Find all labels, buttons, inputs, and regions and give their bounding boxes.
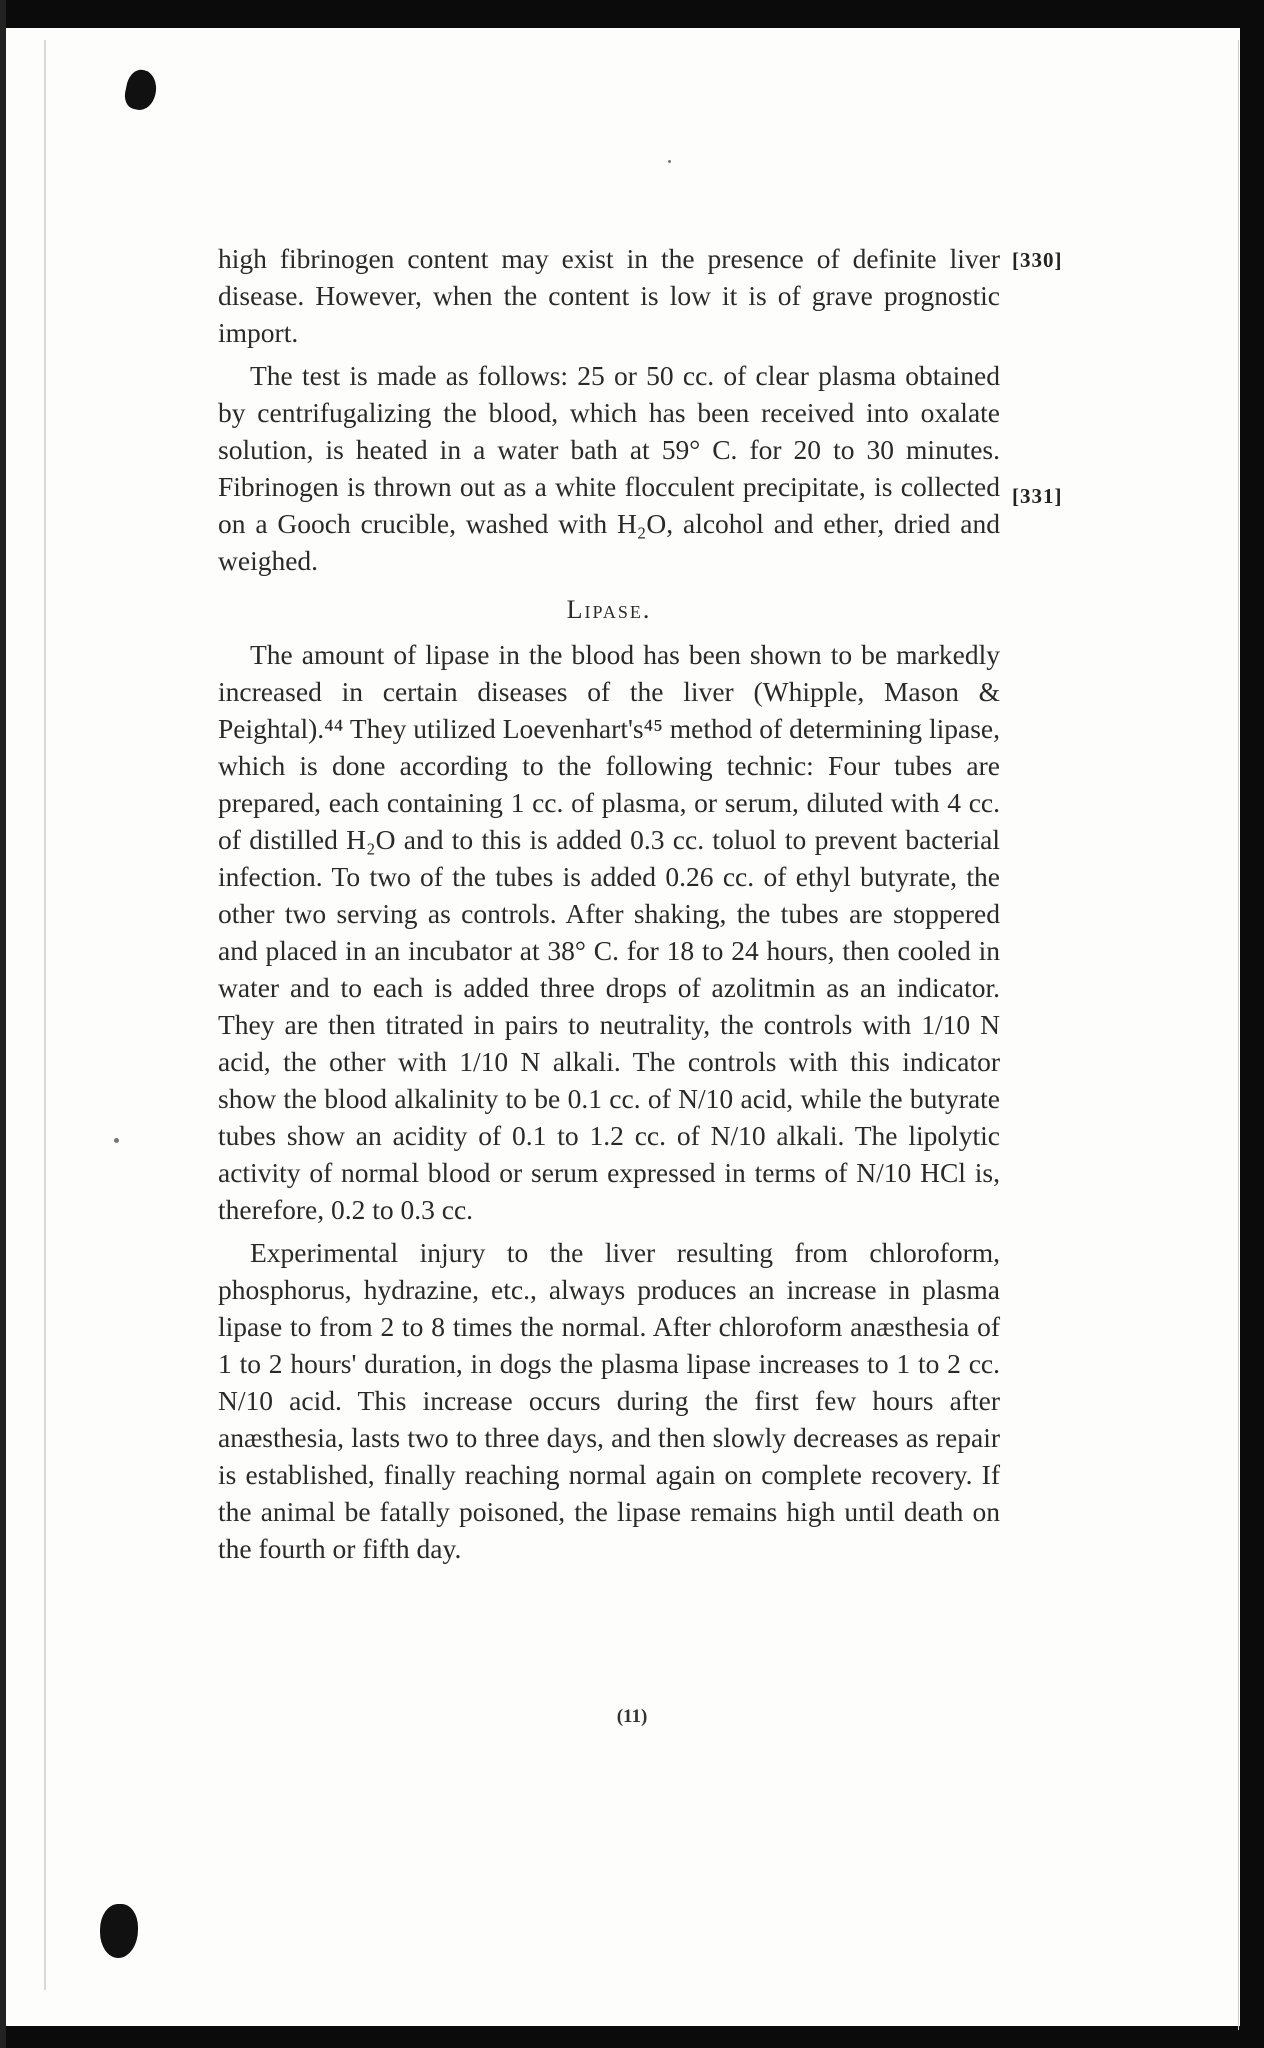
paragraph-lipase-method: The amount of lipase in the blood has been shown to be markedly increased in certain diseases of the liver (Whipple, Mason & Peightal).⁴⁴ They utilized Loevenhart's⁴⁵ method of determining lipase, which is done according to the following technic: Four tubes are prepared, each containing 1 cc. of plasma, or serum, diluted with 4 cc. of distilled H₂O and to this is added 0.3 cc. toluol to prevent bacterial infection. To two of the tubes is added 0.26 cc. of ethyl butyrate, the other two serving as controls. After shaking, the tubes are stoppered and placed in an incubator at 38° C. for 18 to 24 hours, then cooled in water and to each is added three drops of azolitmin as an indicator. They are then titrated in pairs to neutrality, the controls with 1/10 N acid, the other with 1/10 N alkali. The controls with this indicator show the blood alkalinity to be 0.1 cc. of N/10 acid, while the butyrate tubes show an acidity of 0.1 to 1.2 cc. of N/10 alkali. The lipolytic activity of normal blood or serum expressed in terms of N/10 HCl is, therefore, 0.2 to 0.3 cc. — [218, 639, 1000, 1225]
page-edge-line — [1238, 40, 1239, 2030]
ink-speck — [114, 1138, 119, 1143]
scan-border-top — [0, 0, 1264, 28]
margin-note-331: [331] — [1012, 484, 1063, 508]
paragraph-fibrinogen-continued: high fibrinogen content may exist in the presence of definite liver disease. However, when the content is low it is of grave prognostic import. — [218, 243, 1000, 348]
page-body — [218, 240, 1000, 1573]
scan-border-right — [1240, 0, 1264, 2048]
ink-speck — [668, 160, 671, 163]
page-number: (11) — [616, 1706, 648, 1727]
ink-blot-bottom — [100, 1904, 138, 1958]
ink-blot-top — [122, 67, 160, 112]
page-gutter-line — [44, 40, 46, 1990]
scan-border-left — [0, 0, 6, 2048]
margin-note-330: [330] — [1012, 248, 1063, 272]
scan-border-bottom — [0, 2026, 1264, 2048]
paragraph-lipase-experimental: Experimental injury to the liver resulting from chloroform, phosphorus, hydrazine, etc., always produces an increase in plasma lipase to from 2 to 8 times the normal. After chloroform anæsthesia of 1 to 2 hours' duration, in dogs the plasma lipase increases to 1 to 2 cc. N/10 acid. This increase occurs during the first few hours after anæsthesia, lasts two to three days, and then slowly decreases as repair is established, finally reaching normal again on complete recovery. If the animal be fatally poisoned, the lipase remains high until death on the fourth or fifth day. — [218, 1237, 1000, 1564]
paragraph-fibrinogen-test: The test is made as follows: 25 or 50 cc. of clear plasma obtained by centrifugalizing the blood, which has been received into oxalate solution, is heated in a water bath at 59° C. for 20 to 30 minutes. Fibrinogen is thrown out as a white flocculent precipitate, is collected on a Gooch crucible, washed with H₂O, alcohol and ether, dried and weighed. — [218, 360, 1000, 576]
section-heading-lipase: Lipase. — [566, 595, 652, 624]
